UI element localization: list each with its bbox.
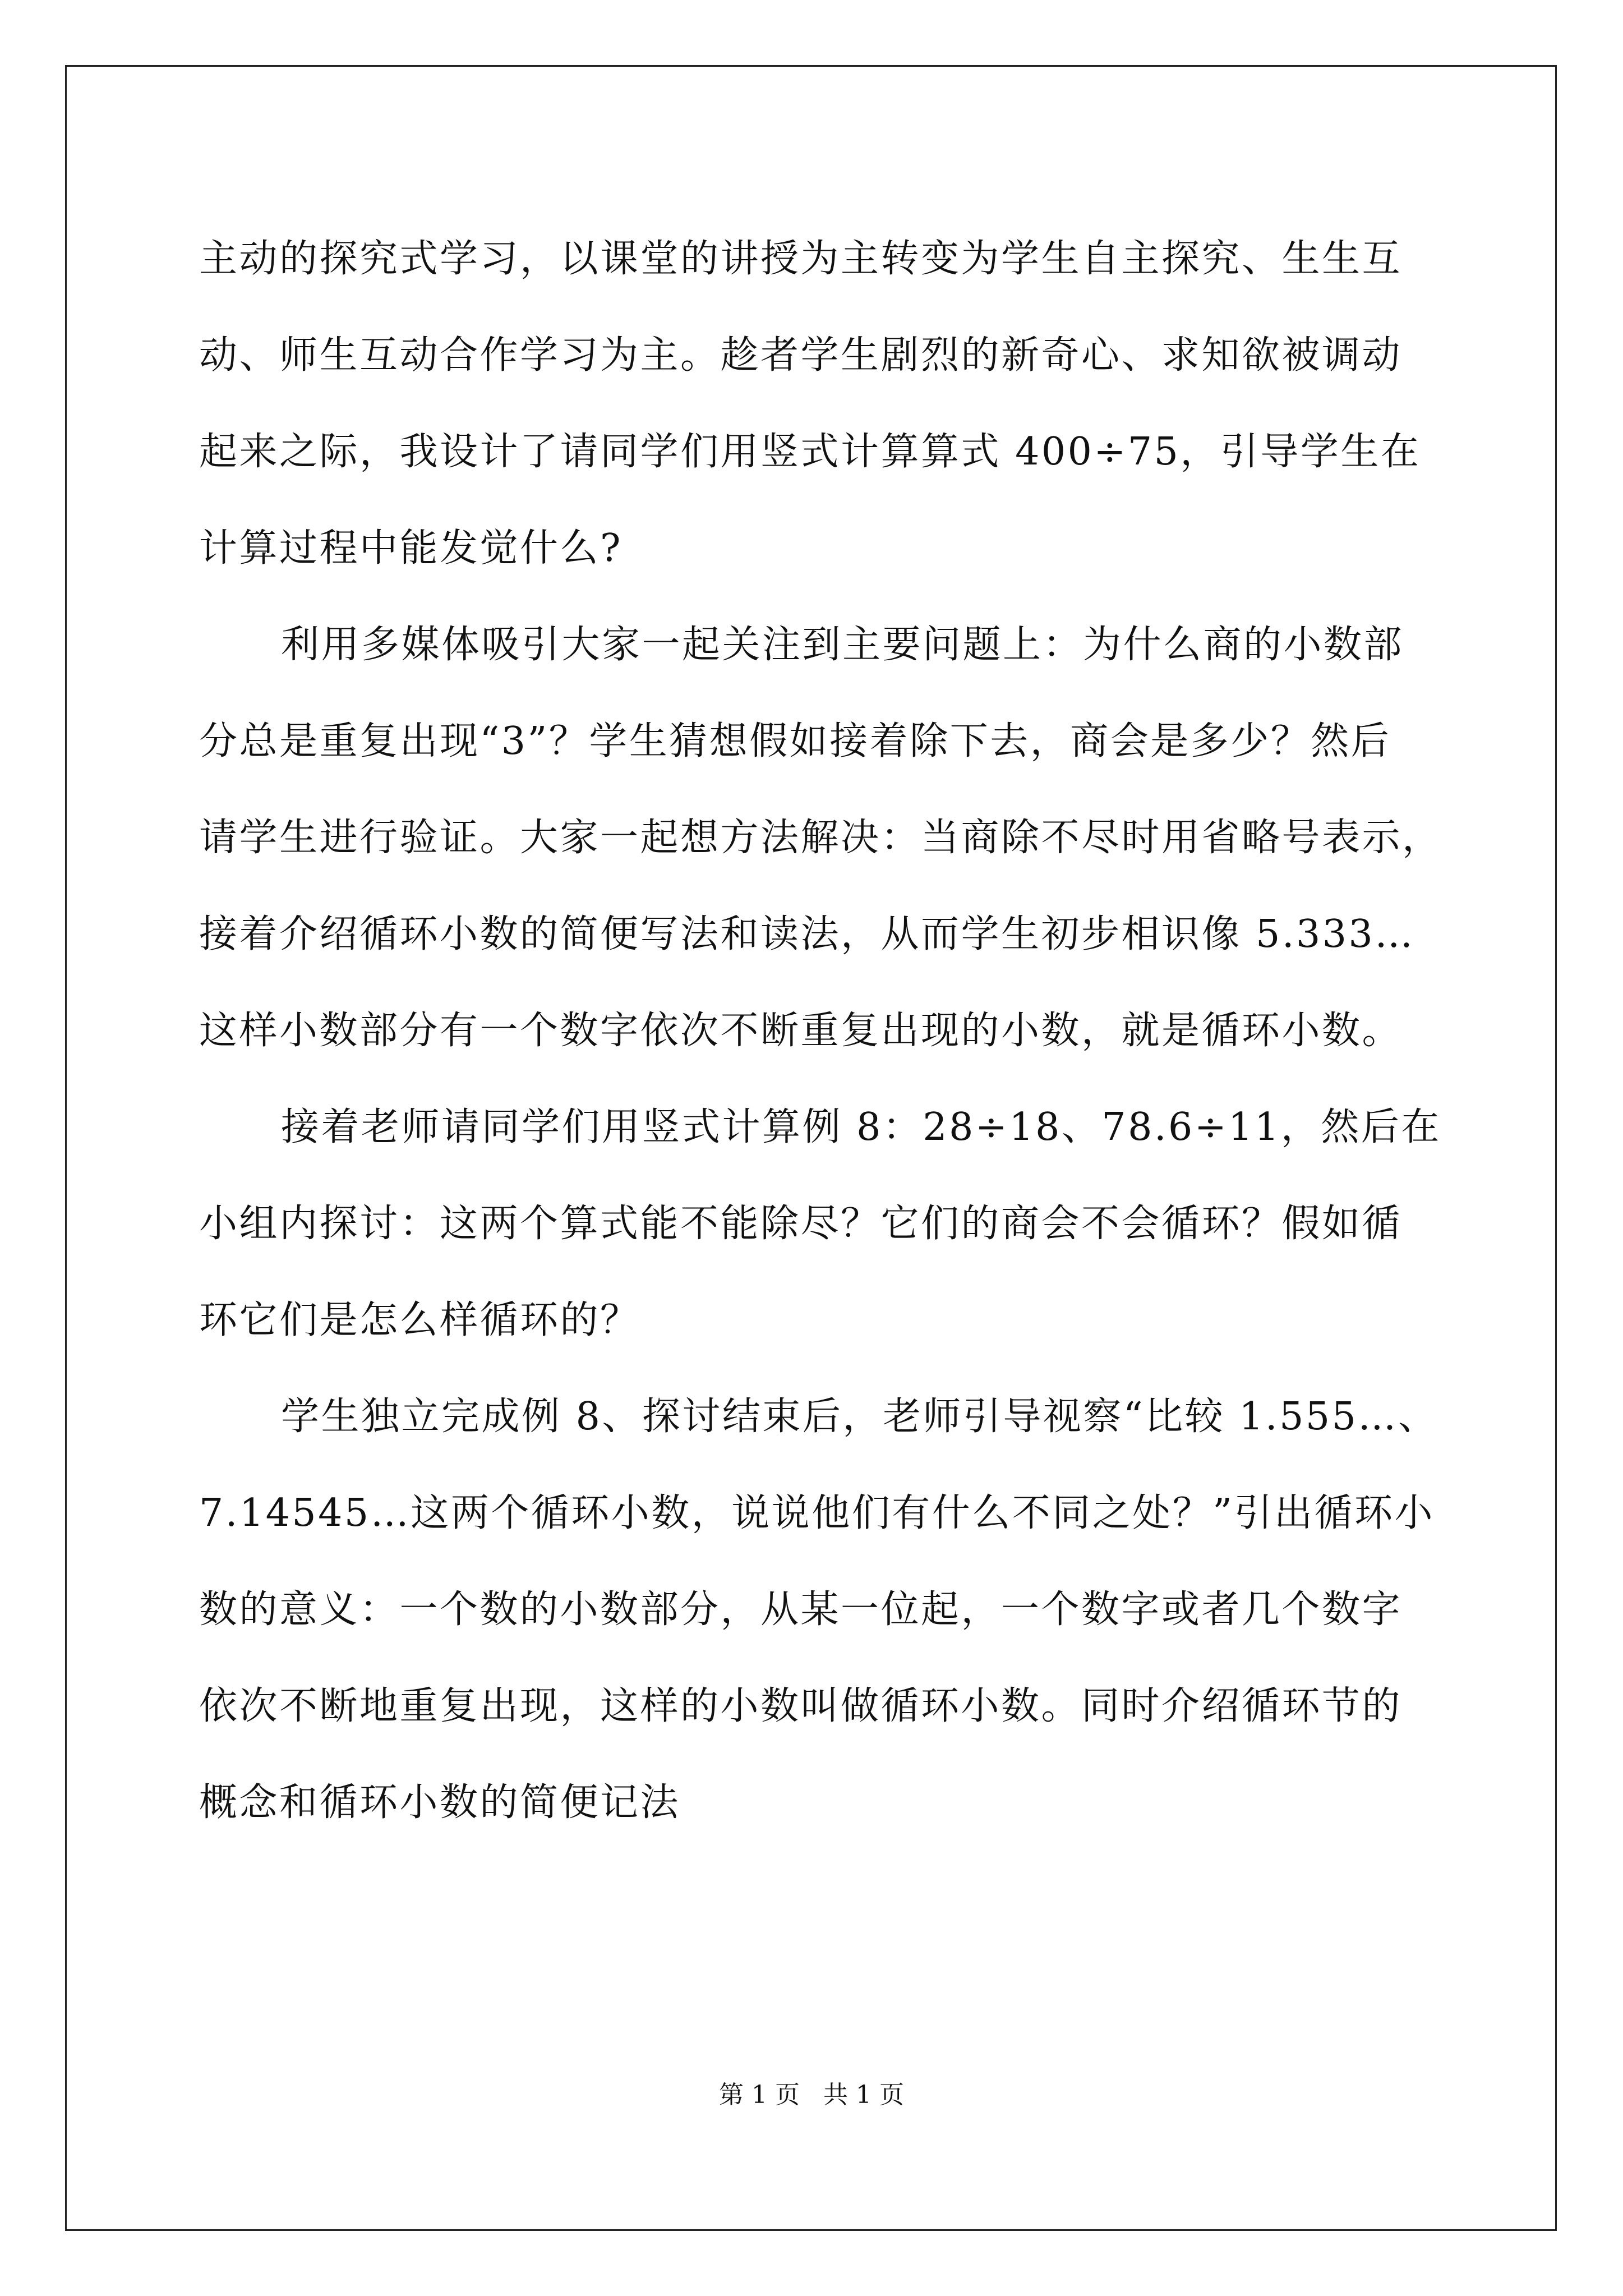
paragraph-3-line-2: 小组内探讨：这两个算式能不能除尽？它们的商会不会循环？假如循 (199, 1202, 1403, 1246)
paragraph-2-line-5: 这样小数部分有一个数字依次不断重复出现的小数，就是循环小数。 (199, 1009, 1403, 1053)
paragraph-4-line-5: 概念和循环小数的简便记法 (199, 1780, 681, 1825)
paragraph-1-line-4: 计算过程中能发觉什么? (199, 526, 623, 570)
paragraph-1-line-3: 起来之际，我设计了请同学们用竖式计算算式 400÷75，引导学生在 (199, 430, 1421, 474)
paragraph-1-line-1: 主动的探究式学习，以课堂的讲授为主转变为学生自主探究、生生互 (199, 237, 1403, 281)
paragraph-2-line-3: 请学生进行验证。大家一起想方法解决：当商除不尽时用省略号表示， (199, 816, 1442, 860)
paragraph-2-line-2: 分总是重复出现“3”？学生猜想假如接着除下去，商会是多少？然后 (199, 719, 1391, 763)
paragraph-4-line-4: 依次不断地重复出现，这样的小数叫做循环小数。同时介绍循环节的 (199, 1684, 1403, 1728)
paragraph-3-line-3: 环它们是怎么样循环的？ (199, 1298, 640, 1342)
paragraph-4-line-1: 学生独立完成例 8、探讨结束后，老师引导视察“比较 1.555…、 (281, 1395, 1438, 1439)
paragraph-2-line-1: 利用多媒体吸引大家一起关注到主要问题上：为什么商的小数部 (281, 623, 1404, 667)
paragraph-4-line-2: 7.14545…这两个循环小数，说说他们有什么不同之处？”引出循环小 (199, 1491, 1435, 1535)
document-body (199, 211, 1442, 1851)
paragraph-3-line-1: 接着老师请同学们用竖式计算例 8：28÷18、78.6÷11，然后在 (281, 1105, 1441, 1149)
paragraph-2-line-4: 接着介绍循环小数的简便写法和读法，从而学生初步相识像 5.333… (199, 912, 1415, 956)
paragraph-1-line-2: 动、师生互动合作学习为主。趁者学生剧烈的新奇心、求知欲被调动 (199, 333, 1403, 378)
paragraph-4-line-3: 数的意义：一个数的小数部分，从某一位起，一个数字或者几个数字 (199, 1588, 1403, 1632)
page-number-footer: 第 1 页 共 1 页 (719, 2081, 904, 2109)
